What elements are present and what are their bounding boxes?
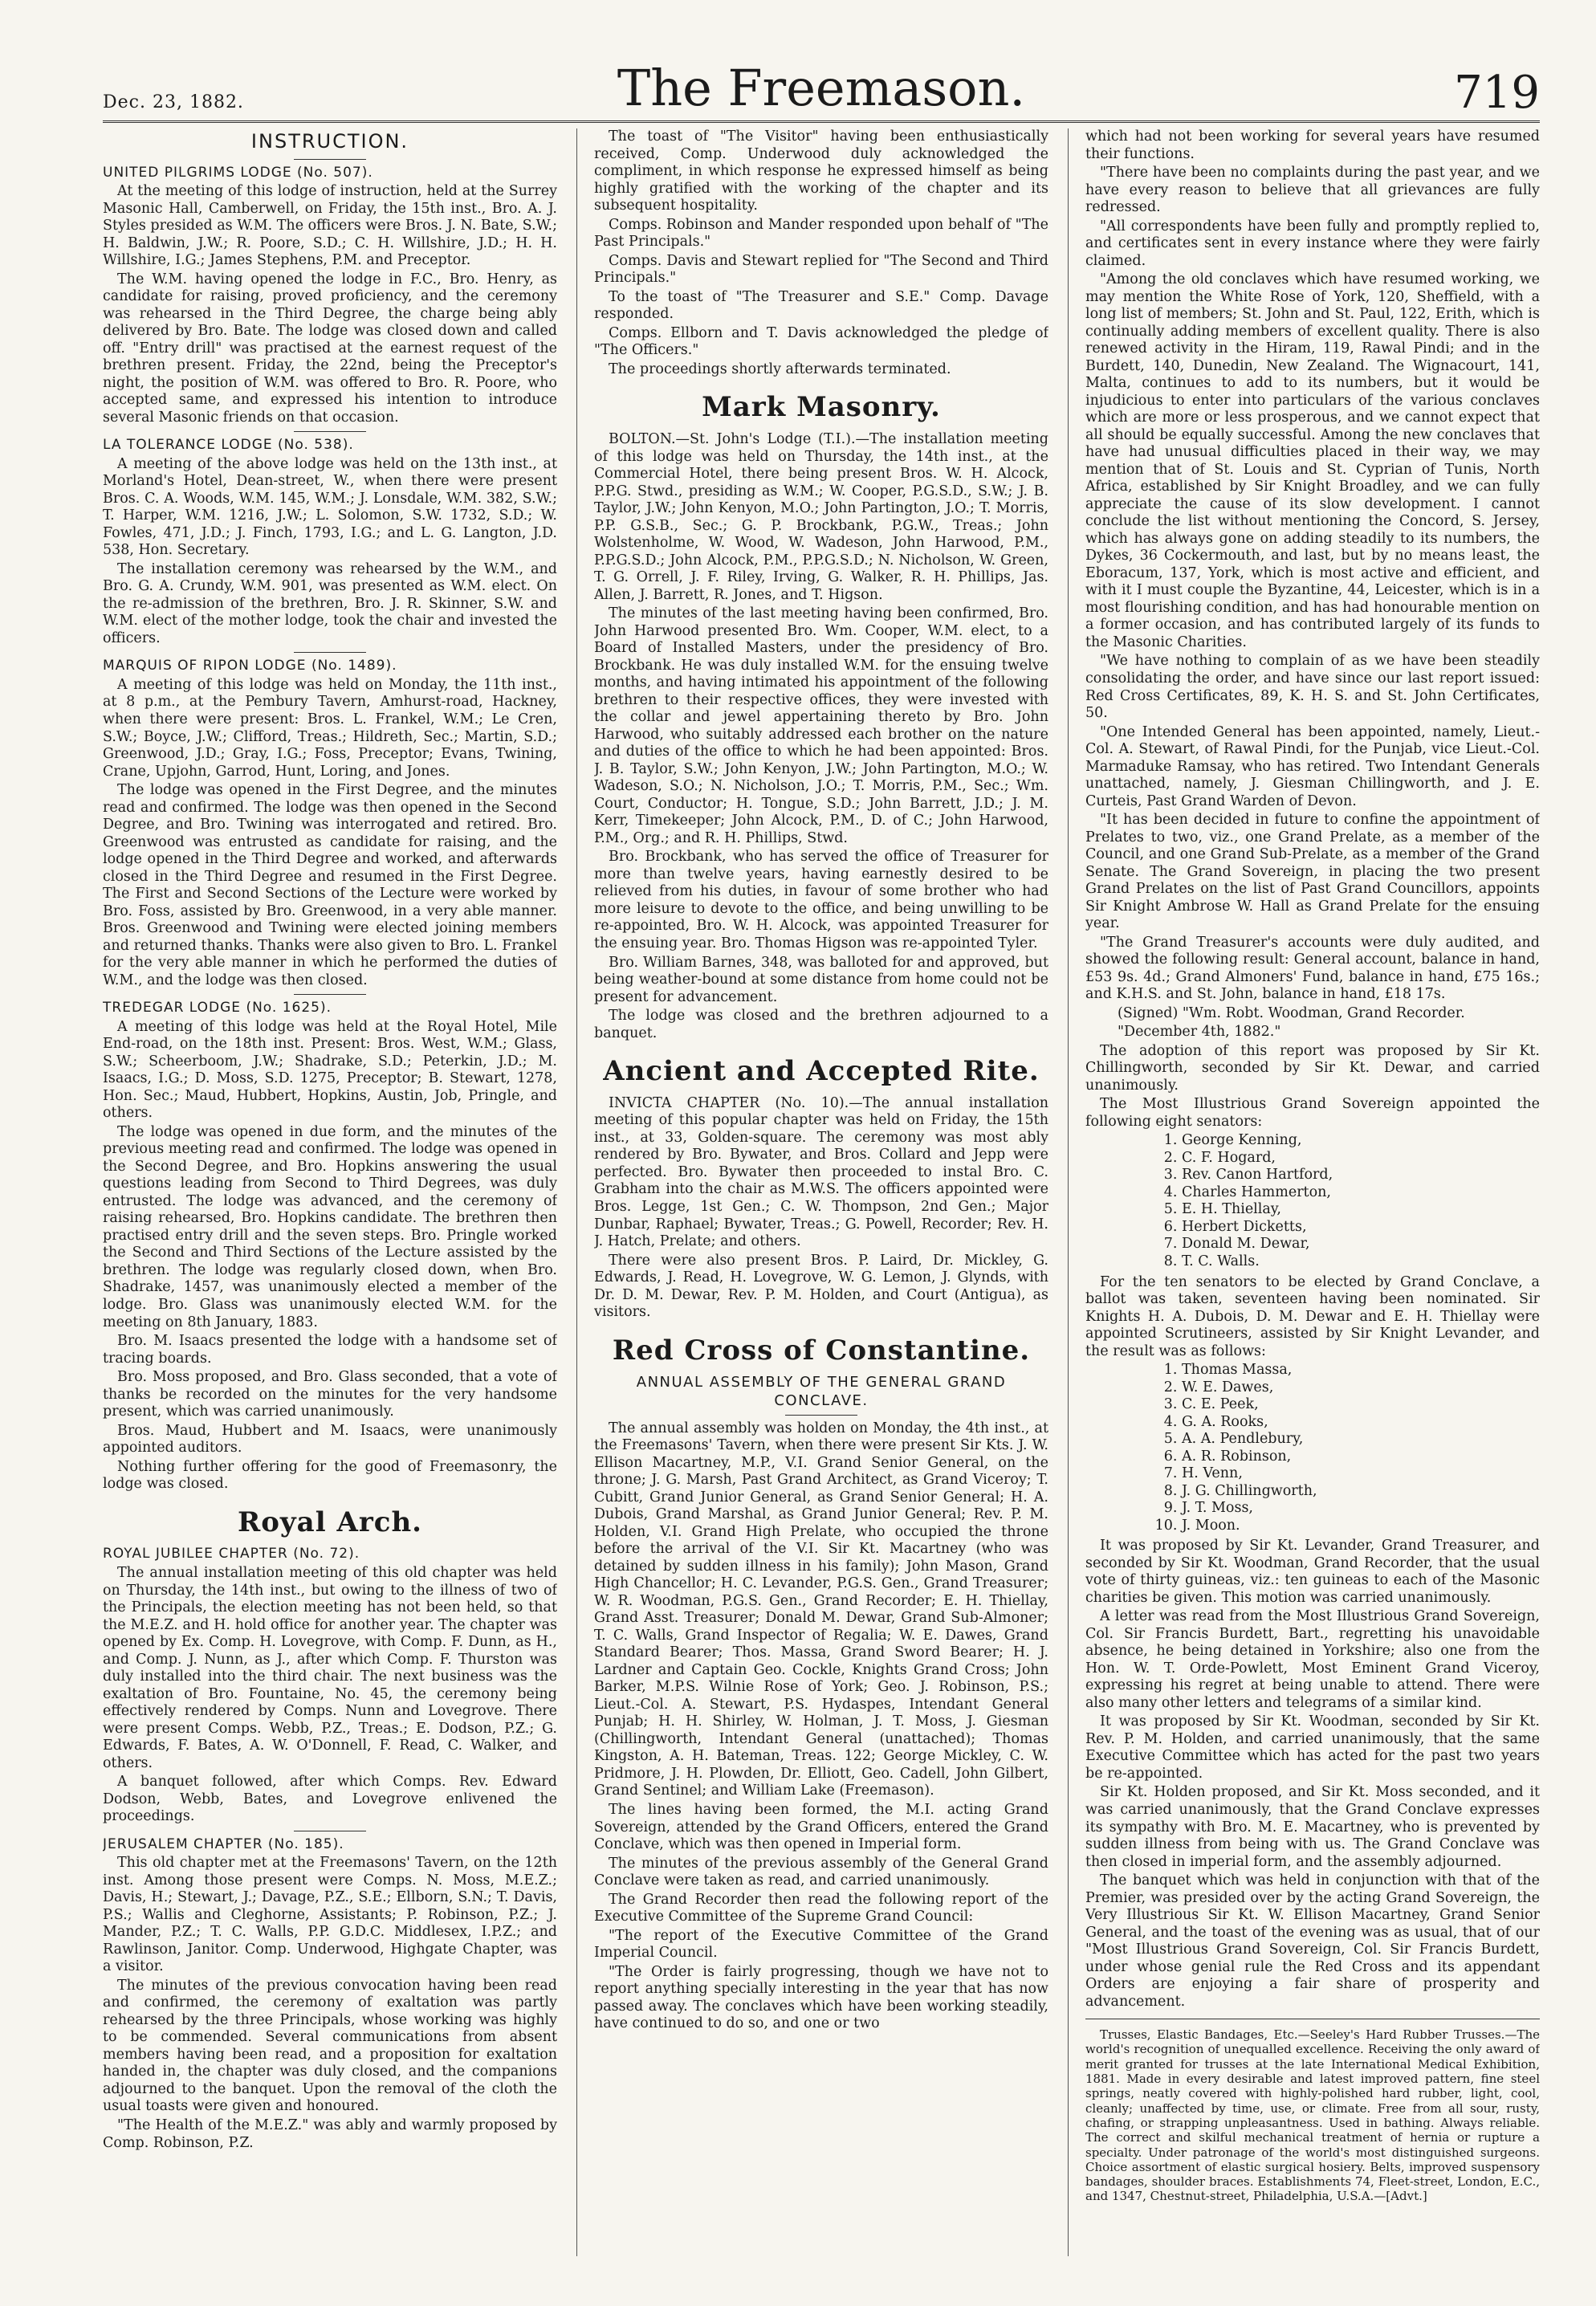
divider xyxy=(294,159,366,160)
paragraph: The lodge was opened in the First Degree, and the minutes read and confirmed. The lodge was then opened in the Second Degree, and Bro. Twining was interrogated and retired. Bro. Greenwood was entrusted as candidate for raising, and the lodge opened in the Third Degree and worked, and afterwards closed in the Third Degree and resumed in the First Degree. The First and Second Sections of the Lecture were worked by Bro. Foss, assisted by Bro. Greenwood, in a very able manner. Bros. Greenwood and Twining were elected joining members and returned thanks. Thanks were also given to Bro. L. Frankel for the very able manner in which he performed the duties of W.M., and the lodge was then closed. xyxy=(103,782,557,988)
signature-line: (Signed) "Wm. Robt. Woodman, Grand Recorder. xyxy=(1118,1004,1465,1021)
paragraph: It was proposed by Sir Kt. Levander, Grand Treasurer, and seconded by Sir Kt. Woodman, Grand Recorder, that the usual vote of thirty guineas, viz.: ten guineas to each of the Masonic charities be given. This motion was carried unanimously. xyxy=(1085,1538,1540,1606)
paragraph: The minutes of the last meeting having been confirmed, Bro. John Harwood presented Bro. Wm. Cooper, W.M. elect, to a Board of Installed Masters, under the presidency of Bro. Brockbank. He was duly installed W.M. for the ensuing twelve months, and having intimated his appointment of the following brethren to their respective offices, they were invested with the collar and jewel appertaining thereto by Bro. John Harwood, who suitably addressed each brother on the nature and duties of the office to which he had been appointed: Bros. J. B. Taylor, S.W.; John Kenyon, J.W.; John Partington, M.O.; W. Wadeson, S.O.; N. Nicholson, J.O.; T. Morris, P.M., Sec.; Wm. Court, Conductor; H. Tongue, S.D.; John Barrett, J.D.; J. M. Kerr, Timekeeper; John Alcock, P.M., D. of C.; John Harwood, P.M., Org.; and R. H. Phillips, Stwd. xyxy=(594,605,1048,846)
signature-date: "December 4th, 1882." xyxy=(1118,1024,1281,1041)
paragraph: A meeting of this lodge was held at the Royal Hotel, Mile End-road, on the 18th inst. Present: Bros. West, W.M.; Glass, S.W.; Scheerboom, J.W.; Shadrake, S.D.; Peterkin, J.D.; M. Isaacs, I.G.; D. Moss, S.D. 1275, Preceptor; B. Stewart, 1278, Hon. Sec.; Maud, Hubbert, Hopkins, Austin, Job, Pringle, and others. xyxy=(103,1018,557,1122)
paragraph: The proceedings shortly afterwards terminated. xyxy=(609,361,951,377)
column-rule xyxy=(1068,128,1069,2256)
page-number: 719 xyxy=(1454,67,1540,119)
senator-item: 8. T. C. Walls. xyxy=(1182,1253,1540,1271)
paragraph: Bro. M. Isaacs presented the lodge with a handsome set of tracing boards. xyxy=(103,1333,557,1367)
paragraph: Nothing further offering for the good of Freemasonry, the lodge was closed. xyxy=(103,1458,557,1493)
senator-item: 3. Rev. Canon Hartford, xyxy=(1182,1167,1540,1184)
elected-senator-item: 1. Thomas Massa, xyxy=(1182,1362,1540,1379)
paragraph: "The Order is fairly progressing, though we have not to report anything specially interesting in the year that has now passed away. The conclaves which have been working steadily, have continued to do so, and one or two xyxy=(594,1963,1048,2032)
section-title-mark-masonry: Mark Masonry. xyxy=(702,391,941,424)
paragraph: Comps. Ellborn and T. Davis acknowledged the pledge of "The Officers." xyxy=(594,324,1048,359)
paragraph: "Among the old conclaves which have resumed working, we may mention the White Rose of York, 120, Sheffield, with a long list of members; St. John and St. Paul, 122, Erith, which is continually adding members of excellent quality. There is also renewed activity in the Hiram, 119, Rawal Pindi; and in the Burdett, 140, Dunedin, New Zealand. The Wignacourt, 141, Malta, continues to add to its numbers, but it would be injudicious to enter into particulars of the various conclaves which are more or less prosperous, and we cannot expect that all should be equally successful. Among the new conclaves that have had unusual difficulties placed in their way, we may mention that of St. Louis and St. Cyprian of Tunis, North Africa, established by Sir Knight Broadley, and we can fully appreciate the cause of its slow development. I cannot conclude the list without mentioning the Concord, S. Jersey, which has always gone on adding steadily to its numbers, the Dykes, 36 Cockermouth, and last, but by no means least, the Eboracum, 137, York, which is most active and efficient, and with it I must couple the Byzantine, 44, Leicester, which is in a most flourishing condition, and has had honourable mention on a former occasion, and has contributed largely of its funds to the Masonic Charities. xyxy=(1085,271,1540,650)
section-title-royal-arch: Royal Arch. xyxy=(237,1505,423,1538)
paragraph: "The Grand Treasurer's accounts were duly audited, and showed the following result: General account, balance in hand, £53 9s. 4d.; Grand Almoners' Fund, balance in hand, £75 16s.; and K.H.S. and St. John, balance in hand, £18 17s. xyxy=(1085,934,1540,1003)
paragraph: A meeting of the above lodge was held on the 13th inst., at Morland's Hotel, Dean-street, W., when there were present Bros. C. A. Woods, W.M. 145, W.M.; J. Lonsdale, W.M. 382, S.W.; T. Harper, W.M. 1216, J.W.; L. Solomon, S.W. 1732, S.D.; W. Fowles, 471, J.D.; J. Finch, 1793, I.G.; and L. G. Langton, J.D. 538, Hon. Secretary. xyxy=(103,455,557,559)
paragraph: Bro. Moss proposed, and Bro. Glass seconded, that a vote of thanks be recorded on the minutes for the very handsome present, which was carried unanimously. xyxy=(103,1369,557,1420)
senators-list xyxy=(1182,1132,1540,1270)
paragraph: The lines having been formed, the M.I. acting Grand Sovereign, attended by the Grand Officers, entered the Grand Conclave, which was then opened in Imperial form. xyxy=(594,1802,1048,1853)
paragraph: A banquet followed, after which Comps. Rev. Edward Dodson, Webb, Bates, and Lovegrove enlivened the proceedings. xyxy=(103,1774,557,1825)
header-rule xyxy=(103,120,1540,123)
lodge-heading: TREDEGAR LODGE (No. 1625). xyxy=(103,1000,332,1017)
section-title-instruction: INSTRUCTION. xyxy=(250,130,409,153)
paragraph: "The Health of the M.E.Z." was ably and warmly proposed by Comp. Robinson, P.Z. xyxy=(103,2117,557,2151)
elected-senators-list xyxy=(1182,1362,1540,1534)
paragraph: The lodge was closed and the brethren adjourned to a banquet. xyxy=(594,1008,1048,1041)
lodge-heading: JERUSALEM CHAPTER (No. 185). xyxy=(103,1835,344,1852)
paragraph: The installation ceremony was rehearsed by the W.M., and Bro. G. A. Crundy, W.M. 901, was presented as W.M. elect. On the re-admission of the brethren, Bro. J. R. Skinner, S.W. and W.M. elect of the mother lodge, took the chair and invested the officers. xyxy=(103,560,557,646)
lodge-heading: UNITED PILGRIMS LODGE (No. 507). xyxy=(103,164,373,181)
header-date: Dec. 23, 1882. xyxy=(103,92,244,112)
paragraph: For the ten senators to be elected by Grand Conclave, a ballot was taken, seventeen having been nominated. Sir Knights H. A. Dubois, D. M. Dewar and E. H. Thiellay were appointed Scrutineers, assisted by Sir Knight Levander, and the result was as follows: xyxy=(1085,1273,1540,1359)
masthead-title: The Freemason. xyxy=(617,59,1026,117)
paragraph: The Grand Recorder then read the following report of the Executive Committee of the Supreme Grand Council: xyxy=(594,1891,1048,1925)
paragraph: which had not been working for several years have resumed their functions. xyxy=(1085,128,1540,162)
paragraph: "There have been no complaints during the past year, and we have every reason to believe that all grievances are fully redressed. xyxy=(1085,165,1540,216)
paragraph: The banquet which was held in conjunction with that of the Premier, was presided over by the acting Grand Sovereign, the Very Illustrious Sir Kt. W. Ellison Macartney, Grand Senior General, and the toast of the evening was as usual, that of our "Most Illustrious Grand Sovereign, Col. Sir Francis Burdett, under whose genial rule the Red Cross and its appendant Orders are enjoying a fair share of prosperity and advancement. xyxy=(1085,1872,1540,2010)
senator-item: 2. C. F. Hogard, xyxy=(1182,1150,1540,1167)
paragraph: The toast of "The Visitor" having been enthusiastically received, Comp. Underwood duly acknowledged the compliment, in which response he expressed himself as being highly gratified with the working of the chapter and its subsequent hospitality. xyxy=(594,128,1048,214)
page-header xyxy=(103,56,1540,120)
section-title-ancient-accepted-rite: Ancient and Accepted Rite. xyxy=(603,1055,1040,1088)
column-1 xyxy=(103,128,557,2264)
paragraph: The lodge was opened in due form, and the minutes of the previous meeting read and confirmed. The lodge was opened in the Second Degree, and Bro. Hopkins answering the usual questions leading from Second to Third Degrees, was duly entrusted. The lodge was advanced, and the ceremony of raising rehearsed, Bro. Hopkins candidate. The brethren then practised entry drill and the seven steps. Bro. Pringle worked the Second and Third Sections of the Lecture assisted by the brethren. The lodge was regularly closed down, when Bro. Shadrake, 1457, was unanimously elected a member of the lodge. Bro. Glass was unanimously elected W.M. for the meeting on 8th January, 1883. xyxy=(103,1123,557,1330)
elected-senator-item: 6. A. R. Robinson, xyxy=(1182,1448,1540,1466)
senator-item: 7. Donald M. Dewar, xyxy=(1182,1236,1540,1253)
paragraph: Comps. Robinson and Mander responded upon behalf of "The Past Principals." xyxy=(594,216,1048,251)
paragraph: There were also present Bros. P. Laird, Dr. Mickley, G. Edwards, J. Read, H. Lovegrove, W. G. Lemon, J. Glynds, with Dr. D. M. Dewar, Rev. P. M. Holden, and Court (Antigua), as visitors. xyxy=(594,1252,1048,1321)
paragraph: At the meeting of this lodge of instruction, held at the Surrey Masonic Hall, Camberwell, on Friday, the 15th inst., Bro. A. J. Styles presided as W.M. The officers were Bros. J. N. Bate, S.W.; H. Baldwin, J.W.; R. Poore, S.D.; C. H. Willshire, J.D.; H. H. Willshire, I.G.; James Stephens, P.M. and Preceptor. xyxy=(103,183,557,269)
column-3 xyxy=(1085,128,1540,2264)
paragraph: Bro. Brockbank, who has served the office of Treasurer for more than twelve years, having earnestly desired to be relieved from his duties, in favour of some brother who had more leisure to devote to the office, and being unwilling to be re-appointed, Bro. W. H. Alcock, was appointed Treasurer for the ensuing year. Bro. Thomas Higson was re-appointed Tyler. xyxy=(594,849,1048,951)
paragraph: Comps. Davis and Stewart replied for "The Second and Third Principals." xyxy=(594,252,1048,287)
elected-senator-item: 5. A. A. Pendlebury, xyxy=(1182,1431,1540,1448)
paragraph: Bros. Maud, Hubbert and M. Isaacs, were unanimously appointed auditors. xyxy=(103,1422,557,1457)
advertisement: Trusses, Elastic Bandages, Etc.—Seeley's Hard Rubber Trusses.—The world's recognition of unequalled excellence. Receiving the only award of merit granted for trusses at the late International Medical Exhibition, 1881. Made in every desirable and latest improved pattern, fine steel springs, neatly covered with highly-polished hard rubber, light, cool, cleanly; unaffected by time, use, or climate. Free from all sour, rusty, chafing, or strapping unpleasantness. Used in bathing. Always reliable. The correct and skilful mechanical treatment of hernia or rupture a specialty. Under patronage of the world's most distinguished surgeons. Choice assortment of elastic surgical hosiery. Belts, improved suspensory bandages, shoulder braces. Establishments 74, Fleet-street, London, E.C., and 1347, Chestnut-street, Philadelphia, U.S.A.—[Advt.] xyxy=(1085,2027,1540,2204)
elected-senator-item: 7. H. Venn, xyxy=(1182,1465,1540,1483)
lodge-heading: MARQUIS OF RIPON LODGE (No. 1489). xyxy=(103,658,397,674)
paragraph: Sir Kt. Holden proposed, and Sir Kt. Moss seconded, and it was carried unanimously, that the Grand Conclave expresses its sympathy with Bro. M. E. Macartney, who is prevented by sudden illness from being with us. The Grand Conclave was then closed in imperial form, and the assembly adjourned. xyxy=(1085,1784,1540,1870)
paragraph: The minutes of the previous assembly of the General Grand Conclave were taken as read, and carried unanimously. xyxy=(594,1855,1048,1889)
paragraph: It was proposed by Sir Kt. Woodman, seconded by Sir Kt. Rev. P. M. Holden, and carried unanimously, that the same Executive Committee which has acted for the past two years be re-appointed. xyxy=(1085,1713,1540,1782)
paragraph: The adoption of this report was proposed by Sir Kt. Chillingworth, seconded by Sir Kt. Dewar, and carried unanimously. xyxy=(1085,1042,1540,1094)
lodge-heading: LA TOLERANCE LODGE (No. 538). xyxy=(103,437,354,454)
paragraph: This old chapter met at the Freemasons' Tavern, on the 12th inst. Among those present were Comps. N. Moss, M.E.Z.; Davis, H.; Stewart, J.; Davage, P.Z., S.E.; Ellborn, S.N.; T. Davis, P.S.; Wallis and Cleghorne, Assistants; P. Robinson, P.Z.; J. Mander, P.Z.; T. C. Walls, P.P. G.D.C. Middlesex, I.P.Z.; and Rawlinson, Janitor. Comp. Underwood, Highgate Chapter, was a visitor. xyxy=(103,1855,557,1975)
paragraph: The W.M. having opened the lodge in F.C., Bro. Henry, as candidate for raising, proved proficiency, and the ceremony was rehearsed in the Third Degree, the charge being ably delivered by Bro. Bate. The lodge was closed down and called off. "Entry drill" was practised at the earnest request of the brethren present. Friday, the 22nd, being the Preceptor's night, the position of W.M. was offered to Bro. R. Poore, who accepted same, and expressed his intention to introduce several Masonic friends on that occasion. xyxy=(103,271,557,426)
paragraph: Bro. William Barnes, 348, was balloted for and approved, but being weather-bound at some distance from home could not be present for advancement. xyxy=(594,954,1048,1005)
paragraph: To the toast of "The Treasurer and S.E." Comp. Davage responded. xyxy=(594,288,1048,323)
paragraph: "One Intended General has been appointed, namely, Lieut.-Col. A. Stewart, of Rawal Pindi, for the Punjab, vice Lieut.-Col. Marmaduke Ramsay, who has retired. Two Intendant Generals unattached, namely, J. Giesman Chillingworth, and J. E. Curteis, Past Grand Warden of Devon. xyxy=(1085,723,1540,809)
elected-senator-item: 4. G. A. Rooks, xyxy=(1182,1414,1540,1432)
paragraph: INVICTA CHAPTER (No. 10).—The annual installation meeting of this popular chapter was held on Friday, the 15th inst., at 33, Golden-square. The ceremony was most ably rendered by Bro. Bywater, and Bros. Collard and Jepp were perfected. Bro. Bywater then proceeded to instal Bro. C. Grabham into the chair as M.W.S. The officers appointed were Bros. Legge, 1st Gen.; C. W. Thompson, 2nd Gen.; Major Dunbar, Raphael; Bywater, Treas.; G. Powell, Recorder; Rev. H. J. Hatch, Prelate; and others. xyxy=(594,1094,1048,1250)
column-2 xyxy=(594,128,1048,2264)
elected-senator-item: 10. J. Moon. xyxy=(1182,1518,1540,1535)
paragraph: "It has been decided in future to confine the appointment of Prelates to two, viz., one Grand Prelate, as a member of the Council, and one Grand Sub-Prelate, as a member of the Grand Senate. The Grand Sovereign, in placing the two present Grand Prelates on the list of Past Grand Councillors, appoints Sir Knight Ambrose W. Hall as Grand Prelate for the ensuing year. xyxy=(1085,812,1540,932)
paragraph: The annual assembly was holden on Monday, the 4th inst., at the Freemasons' Tavern, when there were present Sir Kts. J. W. Ellison Macartney, M.P., V.I. Grand Senior General, on the throne; J. G. Marsh, Past Grand Architect, as Grand Viceroy; T. Cubitt, Grand Junior General, as Grand Senior General; H. A. Dubois, Grand Marshal, as Grand Junior General; Rev. P. M. Holden, V.I. Grand High Prelate, who occupied the throne before the arrival of the V.I. Sir Kt. Macartney (who was detained by sudden illness in his family); John Mason, Grand High Chancellor; H. C. Levander, P.G.S. Gen., Grand Treasurer; W. R. Woodman, P.G.S. Gen., Grand Recorder; E. H. Thiellay, Grand Asst. Treasurer; Donald M. Dewar, Grand Sub-Almoner; T. C. Walls, Grand Inspector of Regalia; W. E. Dawes, Grand Standard Bearer; Thos. Massa, Grand Sword Bearer; H. J. Lardner and Captain Geo. Cockle, Knights Grand Cross; John Barker, M.P.S. Wilnie Rose of York; Geo. J. Robinson, P.S.; Lieut.-Col. A. Stewart, P.S. Hydaspes, Intendant General Punjab; H. H. Shirley, W. Holman, J. T. Moss, J. Giesman (Chillingworth, Intendant General (unattached); Thomas Kingston, A. H. Bateman, Treas. 122; George Mickley, C. W. Pridmore, J. H. Plowden, Dr. Elliott, Geo. Cadell, John Gilbert, Grand Sentinel; and William Lake (Freemason). xyxy=(594,1420,1048,1799)
column-rule xyxy=(576,128,577,2256)
subheading-annual-assembly: ANNUAL ASSEMBLY OF THE GENERAL GRAND CONCLAVE. xyxy=(636,1374,1007,1409)
senator-item: 5. E. H. Thiellay, xyxy=(1182,1201,1540,1219)
elected-senator-item: 9. J. T. Moss, xyxy=(1182,1500,1540,1518)
paragraph: "All correspondents have been fully and promptly replied to, and certificates sent in every instance where they were fairly claimed. xyxy=(1085,218,1540,269)
section-title-red-cross: Red Cross of Constantine. xyxy=(612,1334,1031,1367)
senator-item: 1. George Kenning, xyxy=(1182,1132,1540,1150)
paragraph: The Most Illustrious Grand Sovereign appointed the following eight senators: xyxy=(1085,1096,1540,1130)
elected-senator-item: 8. J. G. Chillingworth, xyxy=(1182,1483,1540,1501)
divider xyxy=(785,1415,857,1416)
paragraph: "We have nothing to complain of as we have been steadily consolidating the order, and have since our last report issued: Red Cross Certificates, 89, K. H. S. and St. John Certificates, 50. xyxy=(1085,653,1540,722)
divider xyxy=(294,652,366,653)
divider xyxy=(294,431,366,432)
paragraph: "The report of the Executive Committee of the Grand Imperial Council. xyxy=(594,1927,1048,1962)
elected-senator-item: 3. C. E. Peek, xyxy=(1182,1396,1540,1414)
senator-item: 4. Charles Hammerton, xyxy=(1182,1184,1540,1202)
elected-senator-item: 2. W. E. Dawes, xyxy=(1182,1379,1540,1397)
divider xyxy=(294,994,366,995)
paragraph: The minutes of the previous convocation having been read and confirmed, the ceremony of exaltation was partly rehearsed by the three Principals, whose working was highly to be commended. Several communications from absent members having been read, and a proposition for exaltation handed in, the chapter was duly closed, and the companions adjourned to the banquet. Upon the removal of the cloth the usual toasts were given and honoured. xyxy=(103,1977,557,2115)
paragraph: The annual installation meeting of this old chapter was held on Thursday, the 14th inst., but owing to the illness of two of the Principals, the election meeting has not been held, so that the M.E.Z. and H. hold office for another year. The chapter was opened by Ex. Comp. H. Lovegrove, with Comp. F. Dunn, as H., and Comp. J. Nunn, as J., after which Comp. F. Thurston was duly installed into the third chair. The next business was the exaltation of Bro. Fountaine, No. 45, the ceremony being effectively rendered by Comps. Nunn and Lovegrove. There were present Comps. Webb, P.Z., Treas.; E. Dodson, P.Z.; G. Edwards, F. Bates, A. W. O'Donnell, F. Read, C. Walker, and others. xyxy=(103,1565,557,1771)
senator-item: 6. Herbert Dicketts, xyxy=(1182,1219,1540,1237)
lodge-heading: ROYAL JUBILEE CHAPTER (No. 72). xyxy=(103,1546,360,1562)
paragraph: A letter was read from the Most Illustrious Grand Sovereign, Col. Sir Francis Burdett, Bart., regretting his unavoidable absence, he being detained in Yorkshire; also one from the Hon. W. T. Orde-Powlett, Most Eminent Grand Viceroy, expressing his regret at being unable to attend. There were also many other letters and telegrams of a similar kind. xyxy=(1085,1608,1540,1711)
paragraph: A meeting of this lodge was held on Monday, the 11th inst., at 8 p.m., at the Pembury Tavern, Amhurst-road, Hackney, when there were present: Bros. L. Frankel, W.M.; Le Cren, S.W.; Boyce, J.W.; Clifford, Treas.; Hildreth, Sec.; Martin, S.D.; Greenwood, J.D.; Gray, I.G.; Foss, Preceptor; Evans, Twining, Crane, Upjohn, Garrod, Hunt, Loring, and Jones. xyxy=(103,676,557,780)
paragraph: BOLTON.—St. John's Lodge (T.I.).—The installation meeting of this lodge was held on Thursday, the 14th inst., at the Commercial Hotel, there being present Bros. W. H. Alcock, P.P.G. Stwd., presiding as W.M.; W. Cooper, P.G.S.D., S.W.; J. B. Taylor, J.W.; John Kenyon, M.O.; John Partington, J.O.; T. Morris, P.P. G.S.B., Sec.; G. P. Brockbank, P.G.W., Treas.; John Wolstenholme, W. Wood, W. Wadeson, John Harwood, P.M., P.P.G.S.D.; John Alcock, P.M., P.P.G.S.D.; N. Nicholson, W. Green, T. G. Orrell, J. F. Riley, Irving, G. Walker, R. H. Phillips, Jas. Allen, J. Barrett, R. Jones, and T. Higson. xyxy=(594,431,1048,603)
